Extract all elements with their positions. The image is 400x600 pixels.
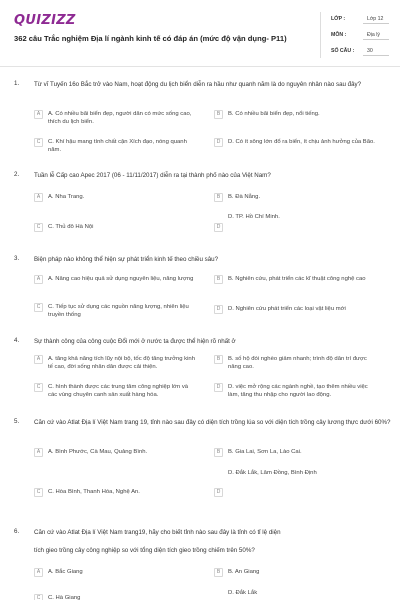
- option-letter: D: [214, 488, 223, 497]
- question-text-continued: tích gieo trồng cây công nghiệp so với tổng diện tích gieo trồng chiếm trên 50%?: [34, 547, 255, 554]
- meta-panel: [320, 12, 386, 58]
- option-text: A. Nâng cao hiệu quả sử dụng nguyên liệu, năng lượng: [48, 276, 194, 282]
- option-text: D. TP. Hồ Chí Minh.: [228, 214, 280, 220]
- question-text: Căn cứ vào Atlat Địa lí Việt Nam trang 19, tỉnh nào sau đây có diện tích trồng lúa so với diện tích trồng cây lương thực dưới 60%?: [34, 419, 391, 426]
- option-letter: D: [214, 383, 223, 392]
- option-text: C. Tiếp tục sử dụng các nguồn năng lượng, nhiên liệu truyền thống: [48, 304, 189, 318]
- option-letter: D: [214, 223, 223, 232]
- option-letter: D: [214, 305, 223, 314]
- question-number: 6.: [14, 528, 20, 535]
- option-text: B. Đà Nẵng.: [228, 194, 261, 200]
- meta-row-subject: [327, 28, 387, 42]
- meta-underline: [363, 55, 389, 56]
- option-letter: A: [34, 448, 43, 457]
- option-text: A. Bắc Giang: [48, 569, 83, 575]
- option-letter: A: [34, 568, 43, 577]
- option-text: D. Đắk Lắk: [228, 590, 258, 596]
- option-text: B. An Giang: [228, 569, 260, 575]
- meta-key: LỚP :: [331, 16, 346, 22]
- meta-key: MÔN :: [331, 32, 347, 38]
- option-text: B. Gia Lai, Sơn La, Lào Cai.: [228, 449, 302, 455]
- worksheet-header: [0, 0, 400, 62]
- question-number: 5.: [14, 418, 20, 425]
- question-number: 4.: [14, 337, 20, 344]
- meta-row-class: [327, 12, 387, 26]
- meta-underline: [363, 23, 389, 24]
- option-text: C. hình thành được các trung tâm công nghiệp lớn và các vùng chuyên canh sản xuất hàng hóa.: [48, 384, 189, 398]
- header-divider: [0, 66, 400, 67]
- option-text: B. Có nhiều bãi biển đẹp, nổi tiếng.: [228, 111, 320, 117]
- option-text: C. Thủ đô Hà Nội: [48, 224, 94, 230]
- meta-value: 30: [367, 48, 373, 54]
- meta-value: Lớp 12: [367, 16, 384, 22]
- option-text: D. Nghiên cứu phát triển các loại vật liệu mới: [228, 306, 346, 312]
- option-letter: C: [34, 303, 43, 312]
- quizizz-logo[interactable]: QUIZIZZ: [14, 13, 76, 28]
- option-text: D. Có ít sông lớn đổ ra biển, ít chịu ảnh hưởng của Bão.: [228, 139, 375, 145]
- option-letter: A: [34, 355, 43, 364]
- option-letter: A: [34, 193, 43, 202]
- question-text: Tuần lễ Cấp cao Apec 2017 (06 - 11/11/2017) diễn ra tại thành phố nào của Việt Nam?: [34, 172, 271, 179]
- meta-key: SỐ CÂU :: [331, 48, 355, 54]
- option-letter: D: [214, 138, 223, 147]
- option-letter: B: [214, 568, 223, 577]
- option-letter: B: [214, 275, 223, 284]
- option-letter: B: [214, 355, 223, 364]
- option-letter: B: [214, 448, 223, 457]
- option-letter: B: [214, 110, 223, 119]
- option-letter: C: [34, 138, 43, 147]
- option-letter: A: [34, 110, 43, 119]
- option-text: B. số hộ đói nghèo giảm nhanh; trình độ dân trí được nâng cao.: [228, 356, 367, 370]
- option-text: A. Bình Phước, Cà Mau, Quảng Bình.: [48, 449, 148, 455]
- option-text: A. Có nhiều bãi biển đẹp, người dân có mức sống cao, thích du lịch biển.: [48, 111, 192, 125]
- option-letter: C: [34, 383, 43, 392]
- option-text: C. Hòa Bình, Thanh Hóa, Nghệ An.: [48, 489, 140, 495]
- question-text: Căn cứ vào Atlat Địa lí Việt Nam trang19, hãy cho biết tỉnh nào sau đây là tỉnh có tỉ lệ diện: [34, 529, 281, 536]
- worksheet-title: 362 câu Trắc nghiệm Địa lí ngành kinh tế có đáp án (mức độ vận dụng- P11): [14, 34, 287, 43]
- meta-value: Địa lý: [367, 32, 380, 38]
- option-text: C. Hà Giang: [48, 595, 81, 600]
- meta-row-count: [327, 44, 387, 58]
- option-letter: A: [34, 275, 43, 284]
- option-letter: C: [34, 223, 43, 232]
- question-number: 2.: [14, 171, 20, 178]
- option-text: A. tăng khả năng tích lũy nội bộ, tốc độ tăng trưởng kinh tế cao, đời sống nhân dân được cải thiện.: [48, 356, 195, 370]
- option-text: C. Khí hậu mang tính chất cận Xích đạo, nóng quanh năm.: [48, 139, 187, 153]
- option-text: B. Nghiên cứu, phát triển các kĩ thuật công nghệ cao: [228, 276, 366, 282]
- option-text: D. việc mở rộng các ngành nghề, tạo thêm nhiều việc làm, tăng thu nhập cho người lao động.: [228, 384, 368, 398]
- question-text: Từ vĩ Tuyến 16o Bắc trở vào Nam, hoạt động du lịch biển diễn ra hầu như quanh năm là do nguyên nhân nào sau đây?: [34, 81, 362, 88]
- option-letter: C: [34, 594, 43, 600]
- question-number: 3.: [14, 255, 20, 262]
- option-text: D. Đắk Lắk, Lâm Đồng, Bình Định: [228, 470, 317, 476]
- question-number: 1.: [14, 80, 20, 87]
- option-letter: C: [34, 488, 43, 497]
- question-text: Sự thành công của công cuộc Đổi mới ở nước ta được thể hiện rõ nhất ở: [34, 338, 236, 345]
- question-text: Biện pháp nào không thể hiện sự phát triển kinh tế theo chiều sâu?: [34, 256, 219, 263]
- option-letter: B: [214, 193, 223, 202]
- option-text: A. Nha Trang.: [48, 194, 85, 200]
- meta-underline: [363, 39, 389, 40]
